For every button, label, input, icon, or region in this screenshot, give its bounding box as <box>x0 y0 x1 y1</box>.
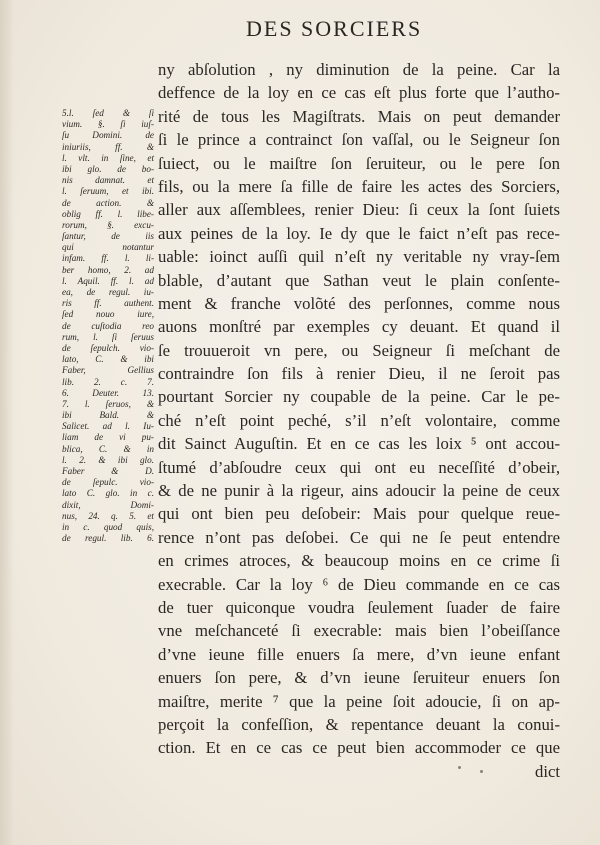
margin-note-line: l. 2. & ibi glo. <box>62 454 154 465</box>
margin-note-line: nus, 24. q. 5. et <box>62 510 154 521</box>
margin-note-line: 7. l. ſeruos, & <box>62 398 154 409</box>
text-line: d’vne ieune fille enuers ſa mere, d’vn ieune enfant <box>158 644 560 664</box>
text-line: auons monſtré par exemples cy deuant. Et quand il <box>158 317 560 337</box>
text-line: contraindre ſon fils à renier Dieu, il ne ſeroit pas <box>158 364 560 384</box>
margin-note-line: ibi Bald. & <box>62 410 154 421</box>
margin-note-line: rum, l. ſi ſeruus <box>62 331 154 342</box>
main-text-block <box>158 58 560 783</box>
margin-note-line: de action. & <box>62 197 154 208</box>
text-line: pourtant Sorcier ny coupable de la peine. Car le pe- <box>158 387 560 407</box>
margin-note-line: l. ſeruum, et ibi. <box>62 186 154 197</box>
text-line: ment & franche volõté des perſonnes, comme nous <box>158 293 560 313</box>
margin-note-line: ibi glo. de bo- <box>62 163 154 174</box>
margin-note-line: blica, C. & in <box>62 443 154 454</box>
catchword: dict <box>534 761 560 781</box>
running-head: DES SORCIERS <box>246 16 423 41</box>
ink-speck <box>458 766 461 769</box>
margin-note-line: de regul. lib. 6. <box>62 533 154 544</box>
margin-note-line: de cuſtodia reo <box>62 320 154 331</box>
margin-note-line: oblig ff. l. libe- <box>62 208 154 219</box>
margin-note-line: ris ff. authent. <box>62 298 154 309</box>
margin-note-line: dixit, Domi- <box>62 499 154 510</box>
margin-note-line: rorum, §. excu- <box>62 219 154 230</box>
margin-note-line: l. Aquil. ff. l. ad <box>62 275 154 286</box>
margin-note-line: vium. §. ſi iuſ- <box>62 119 154 130</box>
margin-note-line: lib. 2. c. 7. <box>62 376 154 387</box>
text-line: enuers ſon pere, & d’vn ieune ſeruiteur enuers ſon <box>158 668 560 688</box>
margin-note-line: lato, C. & ibi <box>62 354 154 365</box>
margin-note-line: l. vlt. in ſine, et <box>62 152 154 163</box>
margin-note-line: de ſepulch. vio- <box>62 342 154 353</box>
margin-note-line: Salicet. ad l. Iu- <box>62 421 154 432</box>
margin-note-line: Faber & D. <box>62 466 154 476</box>
margin-note-line: liam de vi pu- <box>62 432 154 443</box>
margin-note-line: de ſepulc. vio- <box>62 477 154 488</box>
margin-note-line: infam. ff. l. li- <box>62 253 154 264</box>
text-line: maiſtre, merite ⁷ que la peine ſoit adoucie, ſi on ap- <box>158 691 560 711</box>
margin-note-line: in c. quod quis, <box>62 521 154 532</box>
margin-note-line: ſantur, de iis <box>62 231 154 242</box>
text-line: ction. Et en ce cas ce peut bien accommoder ce que <box>158 738 560 758</box>
text-line: & de ne punir à la rigeur, ains adoucir la peine de ceux <box>158 481 560 501</box>
text-line: vne meſchanceté ſi execrable: mais bien l’obeiſſance <box>158 621 560 641</box>
text-line: dit Sainct Auguſtin. Et en ce cas les loix ⁵ ont accou- <box>158 434 560 454</box>
text-line: de tuer quiconque voudra ſeulement ſuader de faire <box>158 597 560 617</box>
text-line: rité de tous les Magiſtrats. Mais on peut demander <box>158 106 560 126</box>
margin-note-line: ſu Domini. de <box>62 130 154 141</box>
marginal-notes <box>62 108 154 544</box>
text-line: ſuiect, ou le maiſtre ſon ſeruiteur, ou le pere ſon <box>158 153 560 173</box>
text-line: blable, d’autant que Sathan veut le plain conſente- <box>158 270 560 290</box>
text-line: ny abſolution , ny diminution de la peine. Car la <box>158 60 560 79</box>
margin-note-line: ſed nouo iure, <box>62 309 154 320</box>
margin-note-line: Faber, Gellius <box>62 365 154 376</box>
text-line: ché n’eſt point peché, s’il n’eſt volontaire, comme <box>158 410 560 430</box>
text-line: aux peines de la loy. Ie dy que le faict n’eſt pas rece- <box>158 223 560 243</box>
margin-note-line: ea, de regul. iu- <box>62 287 154 297</box>
margin-note-line: qui notantur <box>62 242 154 253</box>
text-line: perçoit la confeſſion, & repentance deuant la conui- <box>158 714 560 734</box>
text-line: ſtumé d’abſoudre ceux qui ont eu neceſſité d’obeir, <box>158 457 560 477</box>
text-line: uable: ioinct auſſi quil n’eſt ny veritable ny vray-ſem <box>158 247 560 267</box>
margin-note-line: nis damnat. et <box>62 175 154 186</box>
margin-note-line: iniuriis, ff. & <box>62 141 154 152</box>
margin-note-line: 6. Deuter. 13. <box>62 387 154 398</box>
text-line: en crimes atroces, & beaucoup moins en ce crime ſi <box>158 551 560 571</box>
text-line: execrable. Car la loy ⁶ de Dieu commande en ce cas <box>158 574 560 594</box>
ink-speck <box>480 770 483 773</box>
text-line: ſe trouueroit vn pere, ou Seigneur ſi meſchant de <box>158 340 560 360</box>
text-line: qui ont bien peu deſobeir: Mais pour quelque reue- <box>158 504 560 524</box>
text-line: aller aux aſſemblees, renier Dieu: ſi ceux la ſont ſuiets <box>158 200 560 220</box>
page-gutter-shadow <box>0 0 14 845</box>
margin-note-line: 5.l. ſed & ſi <box>62 108 154 118</box>
margin-note-line: lato C. glo. in c. <box>62 488 154 499</box>
margin-note-line: ber homo, 2. ad <box>62 264 154 275</box>
text-line: deffence de la loy en ce cas eſt plus forte que l’autho- <box>158 83 560 103</box>
text-line: fils, ou la mere ſa fille de faire les actes des Sorciers, <box>158 176 560 196</box>
text-line: rence n’ont pas deſobei. Ce qui ne ſe peut entendre <box>158 527 560 547</box>
text-line: ſi le prince a contrainct ſon vaſſal, ou le Seigneur ſon <box>158 130 560 150</box>
